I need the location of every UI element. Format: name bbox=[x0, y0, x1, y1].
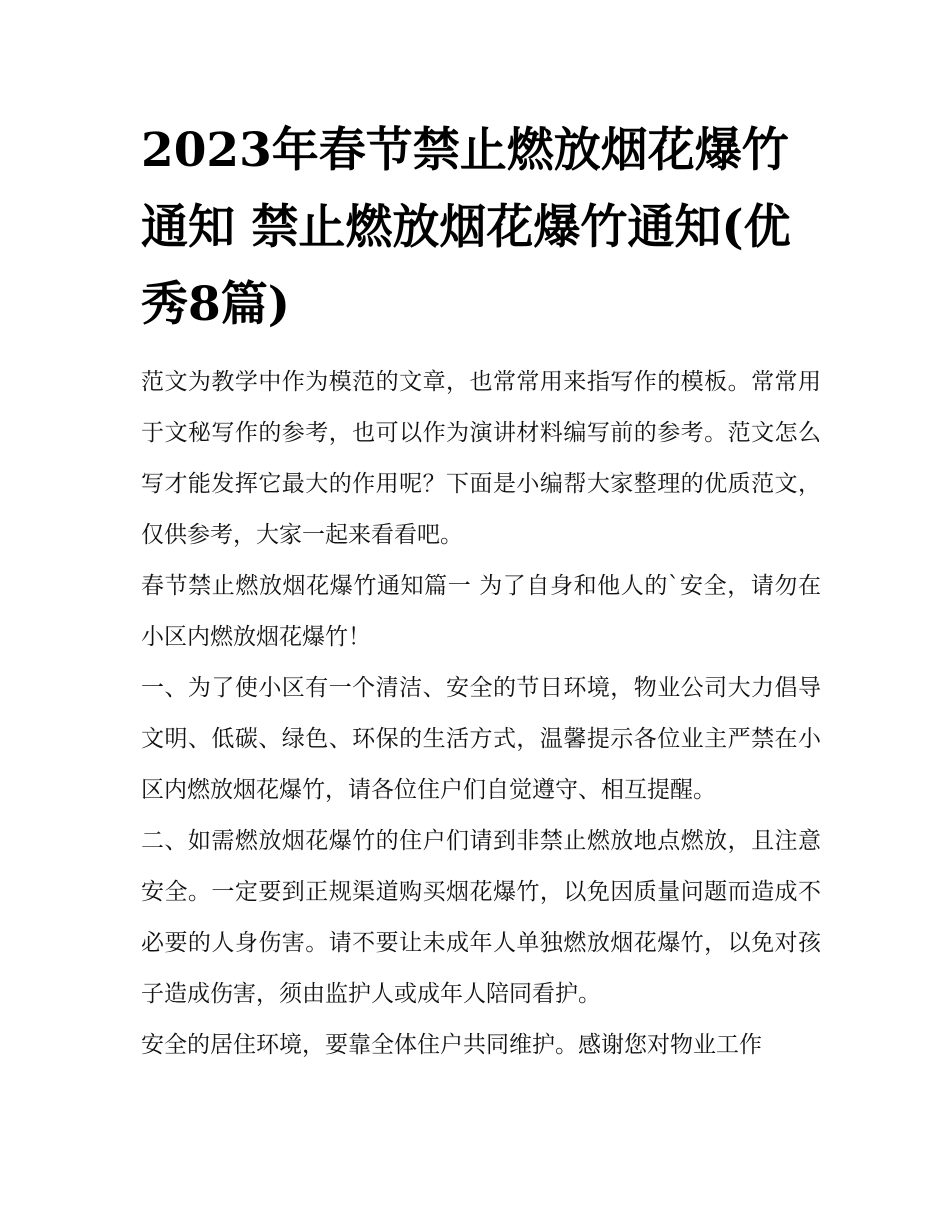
document-content bbox=[141, 112, 821, 1071]
paragraph-closing: 安全的居住环境，要靠全体住户共同维护。感谢您对物业工作 bbox=[141, 1032, 762, 1058]
paragraph-notice-1: 春节禁止燃放烟花爆竹通知篇一 为了自身和他人的`安全，请勿在小区内燃放烟花爆竹！ bbox=[141, 573, 821, 650]
paragraph-item-2: 二、如需燃放烟花爆竹的住户们请到非禁止燃放地点燃放，且注意安全。一定要到正规渠道购买烟花爆竹，以免因质量问题而造成不必要的人身伤害。请不要让未成年人单独燃放烟花爆竹，以免对孩子造成伤害，须由监护人或成年人陪同看护。 bbox=[141, 828, 821, 1007]
document-title: 2023年春节禁止燃放烟花爆竹通知 禁止燃放烟花爆竹通知(优秀8篇) bbox=[141, 123, 791, 332]
paragraph-item-1: 一、为了使小区有一个清洁、安全的节日环境，物业公司大力倡导文明、低碳、绿色、环保的生活方式，温馨提示各位业主严禁在小区内燃放烟花爆竹，请各位住户们自觉遵守、相互提醒。 bbox=[141, 675, 821, 803]
paragraph-intro: 范文为教学中作为模范的文章，也常常用来指写作的模板。常常用于文秘写作的参考，也可以作为演讲材料编写前的参考。范文怎么写才能发挥它最大的作用呢？下面是小编帮大家整理的优质范文，仅供参考，大家一起来看看吧。 bbox=[141, 369, 821, 548]
